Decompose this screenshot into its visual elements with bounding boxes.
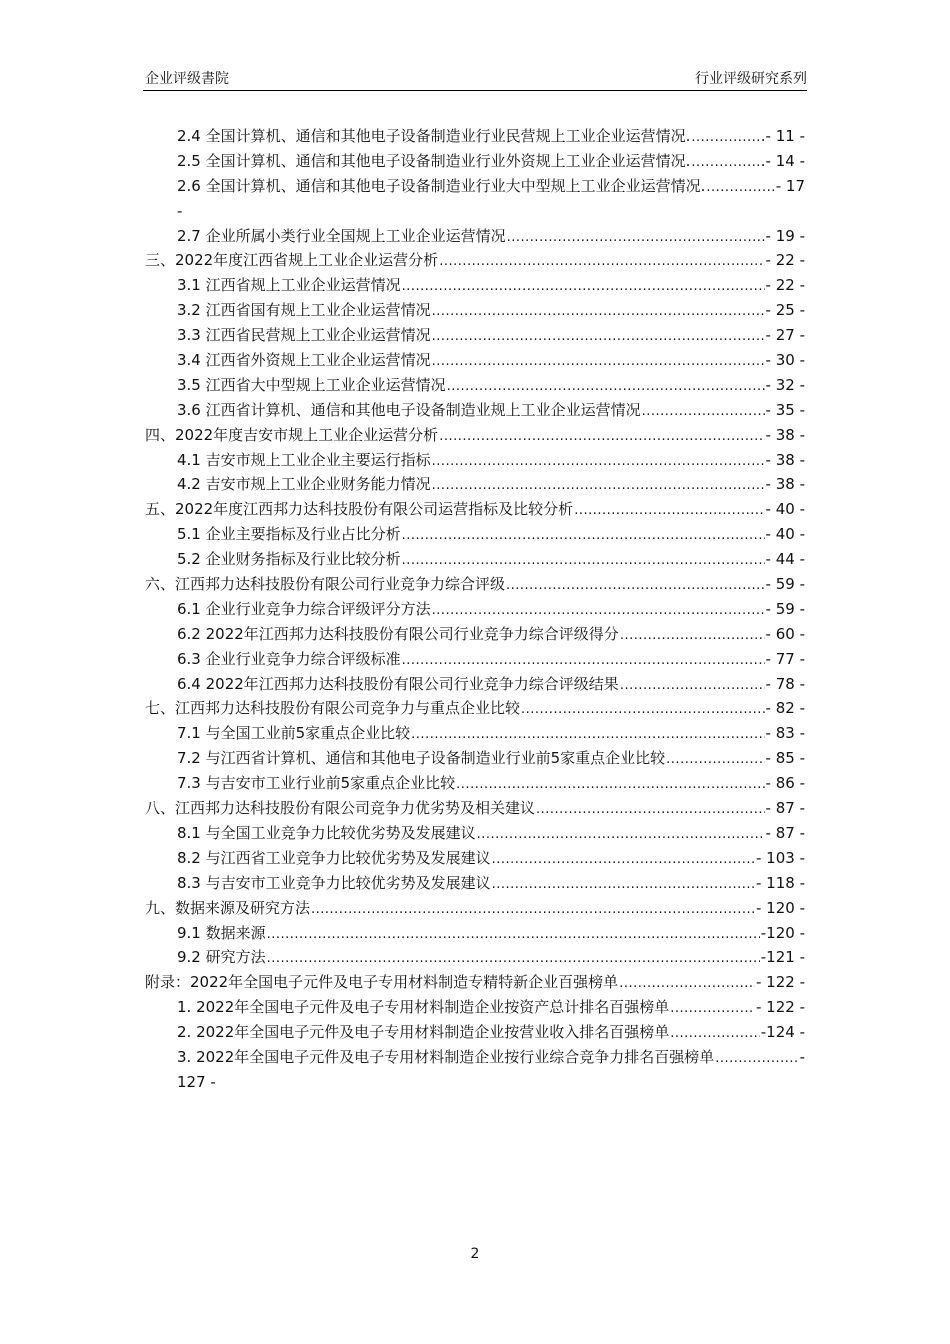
toc-leader-dots <box>432 350 765 375</box>
toc-leader-dots <box>439 425 764 450</box>
toc-leader-dots <box>715 1047 798 1072</box>
toc-entry[interactable] <box>0 846 950 871</box>
page-number: 2 <box>470 1246 480 1262</box>
toc-leader-dots <box>447 375 765 400</box>
toc-entry-line <box>177 323 805 350</box>
toc-leader-dots <box>456 773 764 798</box>
toc-entry-title: 6.1 企业行业竞争力综合评级评分方法 <box>177 599 431 618</box>
toc-entry[interactable] <box>0 472 950 497</box>
toc-entry-title: 七、江西邦力达科技股份有限公司竞争力与重点企业比较 <box>145 699 521 718</box>
toc-entry[interactable] <box>0 970 950 995</box>
toc-entry-page: - 83 - <box>765 724 805 743</box>
toc-entry[interactable] <box>0 821 950 846</box>
toc-entry-page: - 82 - <box>765 699 805 718</box>
toc-entry-title: 3.1 江西省规上工业企业运营情况 <box>177 276 401 295</box>
toc-entry-line <box>177 149 805 176</box>
toc-entry-page: - 35 - <box>765 400 805 419</box>
toc-entry-page: - 22 - <box>765 251 805 270</box>
toc-entry-line <box>177 448 805 475</box>
toc-leader-dots <box>402 524 765 549</box>
table-of-contents <box>0 124 950 1095</box>
toc-entry-line <box>177 622 805 649</box>
toc-entry[interactable] <box>0 771 950 796</box>
toc-entry[interactable] <box>0 124 950 149</box>
toc-entry-title: 4.1 吉安市规上工业企业主要运行指标 <box>177 450 431 469</box>
toc-entry-line <box>177 746 805 773</box>
toc-entry-title: 9.2 研究方法 <box>177 948 266 967</box>
toc-leader-dots <box>267 947 760 972</box>
toc-entry-page: -124 - <box>760 1023 805 1042</box>
toc-entry-page: - 78 - <box>765 674 805 693</box>
toc-entry-line <box>177 1020 805 1047</box>
toc-entry[interactable] <box>0 497 950 522</box>
toc-entry-page: -120 - <box>760 923 805 942</box>
toc-entry[interactable] <box>0 647 950 672</box>
toc-entry[interactable] <box>0 672 950 697</box>
toc-entry-page: - 103 - <box>756 848 805 867</box>
toc-entry-line <box>177 721 805 748</box>
toc-entry-title: 附录：2022年全国电子元件及电子专用材料制造专精特新企业百强榜单 <box>145 973 619 992</box>
toc-entry-page: - 19 - <box>765 226 805 245</box>
toc-entry-line <box>177 945 805 972</box>
toc-entry[interactable] <box>0 597 950 622</box>
toc-entry-continuation: 127 - <box>177 1072 216 1091</box>
toc-entry[interactable] <box>0 796 950 821</box>
toc-entry-page: - 85 - <box>765 749 805 768</box>
toc-entry-title: 9.1 数据来源 <box>177 923 266 942</box>
toc-entry-title: 五、2022年度江西邦力达科技股份有限公司运营指标及比较分析 <box>145 500 574 519</box>
toc-entry[interactable] <box>0 871 950 896</box>
toc-entry-line <box>145 572 805 599</box>
toc-leader-dots <box>492 848 755 873</box>
toc-entry[interactable] <box>0 945 950 970</box>
toc-leader-dots <box>574 499 764 524</box>
toc-entry-page: - 118 - <box>756 873 805 892</box>
toc-entry[interactable] <box>0 373 950 398</box>
toc-leader-dots <box>311 898 755 923</box>
toc-entry-title: 六、江西邦力达科技股份有限公司行业竞争力综合评级 <box>145 575 506 594</box>
toc-entry-page: - 120 - <box>756 898 805 917</box>
toc-entry-line <box>177 871 805 898</box>
toc-leader-dots <box>620 624 765 649</box>
toc-entry-title: 2.4 全国计算机、通信和其他电子设备制造业行业民营规上工业企业运营情况. <box>177 127 691 145</box>
toc-entry-title: 2.5 全国计算机、通信和其他电子设备制造业行业外资规上工业企业运营情况. <box>177 151 691 170</box>
toc-entry-line <box>177 298 805 325</box>
toc-leader-dots <box>506 574 765 599</box>
toc-entry-line <box>177 273 805 300</box>
toc-entry[interactable] <box>0 248 950 273</box>
toc-entry-line <box>177 124 805 151</box>
toc-entry-line <box>177 921 805 948</box>
toc-leader-dots <box>432 450 765 475</box>
toc-entry-page: -121 - <box>760 948 805 967</box>
toc-leader-dots <box>507 226 765 251</box>
toc-entry[interactable] <box>0 696 950 721</box>
toc-entry[interactable] <box>0 423 950 448</box>
toc-leader-dots <box>619 972 755 997</box>
toc-entry-title: 2. 2022年全国电子元件及电子专用材料制造企业按营业收入排名百强榜单 <box>177 1023 670 1042</box>
toc-entry-page: - 32 - <box>765 375 805 394</box>
header-left: 企业评级書院 <box>145 71 229 87</box>
toc-entry[interactable] <box>0 149 950 174</box>
toc-leader-dots <box>402 649 765 674</box>
toc-entry-line <box>177 547 805 574</box>
toc-entry-title: 3.4 江西省外资规上工业企业运营情况 <box>177 351 431 370</box>
toc-leader-dots <box>432 474 765 499</box>
toc-leader-dots <box>670 1022 760 1047</box>
toc-entry-page: - 44 - <box>765 550 805 569</box>
toc-entry-page: - 122 - <box>756 998 805 1017</box>
toc-leader-dots <box>477 823 765 848</box>
toc-entry-line <box>145 896 805 923</box>
toc-entry-line <box>145 423 805 450</box>
toc-entry-page: - 17 <box>775 176 805 195</box>
toc-entry-title: 5.2 企业财务指标及行业比较分析 <box>177 550 401 569</box>
toc-entry-line <box>177 821 805 848</box>
toc-leader-dots <box>620 674 765 699</box>
toc-entry[interactable] <box>0 348 950 373</box>
toc-entry-page: - 38 - <box>765 475 805 494</box>
toc-entry-line <box>145 696 805 723</box>
toc-leader-dots <box>432 300 765 325</box>
toc-entry-title: 7.2 与江西省计算机、通信和其他电子设备制造业行业前5家重点企业比较 <box>177 749 666 768</box>
toc-entry-title: 九、数据来源及研究方法 <box>145 898 311 917</box>
toc-leader-dots <box>521 698 765 723</box>
toc-entry-title: 3.6 江西省计算机、通信和其他电子设备制造业规上工业企业运营情况 <box>177 400 641 419</box>
toc-entry-line <box>177 224 805 251</box>
toc-entry-line <box>177 522 805 549</box>
toc-entry-page: - 30 - <box>765 351 805 370</box>
toc-entry-page: - 86 - <box>765 774 805 793</box>
toc-leader-dots <box>670 997 755 1022</box>
toc-entry-line <box>177 672 805 699</box>
toc-entry[interactable] <box>0 273 950 298</box>
toc-entry-title: 2.7 企业所属小类行业全国规上工业企业运营情况 <box>177 226 506 245</box>
toc-entry-page: - 22 - <box>765 276 805 295</box>
toc-entry[interactable] <box>0 896 950 921</box>
toc-entry[interactable] <box>0 572 950 597</box>
toc-entry-line <box>177 472 805 499</box>
toc-leader-dots <box>411 723 764 748</box>
toc-entry-title: 1. 2022年全国电子元件及电子专用材料制造企业按资产总计排名百强榜单 <box>177 998 670 1017</box>
toc-entry-line <box>177 1045 805 1072</box>
toc-entry-title: 5.1 企业主要指标及行业占比分析 <box>177 525 401 544</box>
toc-entry-title: 4.2 吉安市规上工业企业财务能力情况 <box>177 475 431 494</box>
toc-entry-page: - 40 - <box>765 500 805 519</box>
toc-entry-title: 6.4 2022年江西邦力达科技股份有限公司行业竞争力综合评级结果 <box>177 674 619 693</box>
toc-entry-page: - 87 - <box>765 823 805 842</box>
toc-entry[interactable] <box>0 323 950 348</box>
toc-entry[interactable] <box>0 1045 950 1070</box>
toc-entry-continuation: - <box>177 201 183 220</box>
toc-entry[interactable] <box>0 522 950 547</box>
toc-leader-dots <box>432 325 765 350</box>
toc-entry-page: - 25 - <box>765 301 805 320</box>
toc-entry[interactable] <box>0 721 950 746</box>
toc-entry-page: - 40 - <box>765 525 805 544</box>
header-right: 行业评级研究系列 <box>695 71 807 87</box>
toc-entry-title: 8.2 与江西省工业竞争力比较优劣势及发展建议 <box>177 848 491 867</box>
toc-entry-title: 2.6 全国计算机、通信和其他电子设备制造业行业大中型规上工业企业运营情况. <box>177 176 706 195</box>
toc-leader-dots <box>492 873 755 898</box>
toc-entry[interactable] <box>0 174 950 199</box>
toc-entry-page: .- 11 - <box>760 127 805 145</box>
toc-entry-page: - 122 - <box>756 973 805 992</box>
toc-entry-title: 三、2022年度江西省规上工业企业运营分析 <box>145 251 439 270</box>
toc-entry[interactable] <box>0 921 950 946</box>
toc-entry-title: 3. 2022年全国电子元件及电子专用材料制造企业按行业综合竞争力排名百强榜单 <box>177 1047 715 1066</box>
toc-entry[interactable] <box>0 298 950 323</box>
toc-entry-title: 3.5 江西省大中型规上工业企业运营情况 <box>177 375 446 394</box>
toc-leader-dots <box>666 748 764 773</box>
toc-entry-line <box>145 970 805 997</box>
toc-entry[interactable] <box>0 995 950 1020</box>
toc-entry-title: 7.3 与吉安市工业行业前5家重点企业比较 <box>177 774 456 793</box>
toc-entry-line <box>145 497 805 524</box>
toc-entry-line <box>177 398 805 425</box>
toc-entry-page: - 38 - <box>765 450 805 469</box>
toc-entry-line <box>177 373 805 400</box>
toc-entry[interactable] <box>0 547 950 572</box>
toc-entry-line <box>145 248 805 275</box>
toc-entry-line <box>177 647 805 674</box>
toc-entry[interactable] <box>0 398 950 423</box>
toc-entry-page: - 87 - <box>765 799 805 818</box>
toc-leader-dots <box>691 126 759 151</box>
toc-entry-page: - 38 - <box>765 425 805 444</box>
toc-entry-line <box>145 796 805 823</box>
toc-leader-dots <box>402 275 765 300</box>
toc-leader-dots <box>402 549 765 574</box>
toc-entry-title: 6.2 2022年江西邦力达科技股份有限公司行业竞争力综合评级得分 <box>177 624 619 643</box>
toc-entry-line <box>177 348 805 375</box>
toc-entry-title: 四、2022年度吉安市规上工业企业运营分析 <box>145 425 439 444</box>
toc-entry-page: - 60 - <box>765 624 805 643</box>
toc-entry-line <box>177 597 805 624</box>
toc-entry[interactable] <box>0 1020 950 1045</box>
toc-entry-title: 6.3 企业行业竞争力综合评级标准 <box>177 649 401 668</box>
toc-entry-line <box>177 995 805 1022</box>
toc-leader-dots <box>642 400 765 425</box>
header-rule <box>143 90 807 91</box>
toc-entry-page: - 27 - <box>765 326 805 345</box>
toc-entry[interactable] <box>0 746 950 771</box>
toc-leader-dots <box>691 151 759 176</box>
toc-entry-page: - 77 - <box>765 649 805 668</box>
toc-entry[interactable] <box>0 224 950 249</box>
toc-entry-title: 3.3 江西省民营规上工业企业运营情况 <box>177 326 431 345</box>
toc-entry-page: - 59 - <box>765 575 805 594</box>
toc-entry-title: 八、江西邦力达科技股份有限公司竞争力优劣势及相关建议 <box>145 799 536 818</box>
toc-entry-title: 8.3 与吉安市工业竞争力比较优劣势及发展建议 <box>177 873 491 892</box>
toc-entry-line <box>177 846 805 873</box>
toc-entry[interactable] <box>0 622 950 647</box>
toc-entry-title: 8.1 与全国工业竞争力比较优劣势及发展建议 <box>177 823 476 842</box>
toc-entry[interactable] <box>0 448 950 473</box>
toc-leader-dots <box>536 798 765 823</box>
toc-entry-title: 7.1 与全国工业前5家重点企业比较 <box>177 724 411 743</box>
toc-entry-page: - <box>799 1047 805 1066</box>
toc-leader-dots <box>432 599 765 624</box>
toc-entry-line <box>177 771 805 798</box>
toc-entry-line <box>177 174 805 201</box>
toc-leader-dots <box>439 250 764 275</box>
toc-entry-title: 3.2 江西省国有规上工业企业运营情况 <box>177 301 431 320</box>
toc-entry-page: - 59 - <box>765 599 805 618</box>
toc-entry-page: .- 14 - <box>760 151 805 170</box>
toc-leader-dots <box>267 923 760 948</box>
toc-leader-dots <box>706 176 774 201</box>
